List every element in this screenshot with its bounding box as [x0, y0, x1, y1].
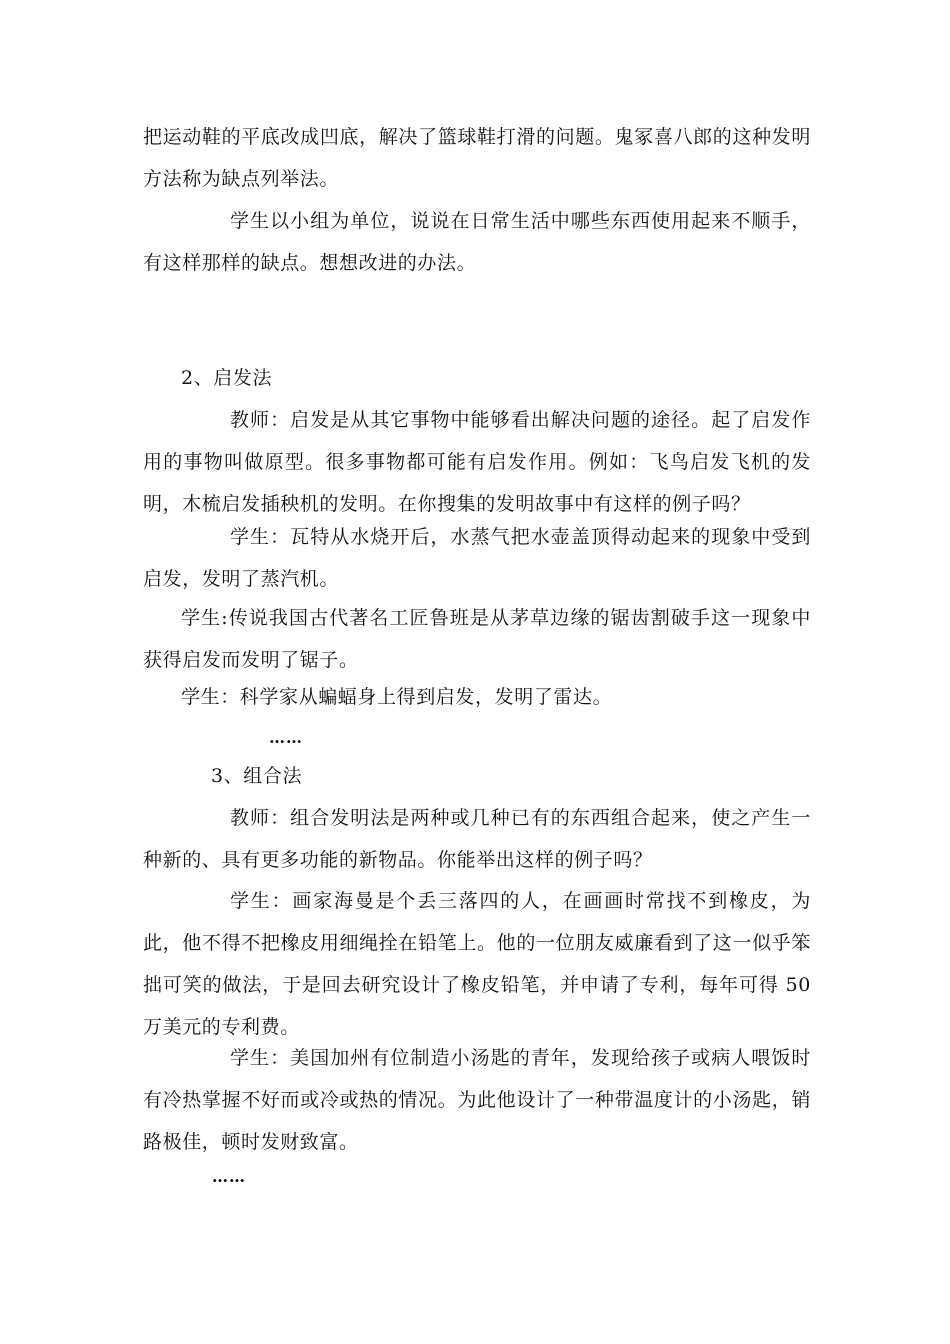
paragraph-teacher-inspiration: 教师：启发是从其它事物中能够看出解决问题的途径。起了启发作用的事物叫做原型。很多事物都可能有启发作用。例如：飞鸟启发飞机的发明，木梳启发插秧机的发明。在你搜集的发明故事中有这样的例子吗？ [143, 409, 811, 515]
ellipsis-marker: …… [269, 728, 303, 747]
paragraph-student-spoon: 学生：美国加州有位制造小汤匙的青年，发现给孩子或病人喂饭时有冷热掌握不好而或冷或热的情况。为此他设计了一种带温度计的小汤匙，销路极佳，顿时发财致富。 [143, 1047, 811, 1153]
heading-inspiration-method: 2、启发法 [181, 367, 273, 389]
ellipsis-marker-end: …… [212, 1167, 246, 1186]
paragraph-student-watt: 学生：瓦特从水烧开后，水蒸气把水壶盖顶得动起来的现象中受到启发，发明了蒸汽机。 [143, 526, 811, 590]
paragraph-student-luban: 学生:传说我国古代著名工匠鲁班是从茅草边缘的锯齿割破手这一现象中获得启发而发明了锯子。 [143, 607, 811, 671]
paragraph-teacher-combination: 教师：组合发明法是两种或几种已有的东西组合起来，使之产生一种新的、具有更多功能的新物品。你能举出这样的例子吗？ [143, 807, 811, 871]
paragraph-student-pencil-eraser: 学生：画家海曼是个丢三落四的人，在画画时常找不到橡皮，为此，他不得不把橡皮用细绳拴在铅笔上。他的一位朋友威廉看到了这一似乎笨拙可笑的做法，于是回去研究设计了橡皮铅笔，并申请了专利，每年可得 50万美元的专利费。 [143, 890, 811, 1038]
paragraph-shortcoming-method: 把运动鞋的平底改成凹底，解决了篮球鞋打滑的问题。鬼冢喜八郎的这种发明方法称为缺点列举法。 [143, 126, 811, 190]
heading-combination-method: 3、组合法 [211, 765, 303, 787]
paragraph-student-group-task: 学生以小组为单位，说说在日常生活中哪些东西使用起来不顺手，有这样那样的缺点。想想改进的办法。 [143, 210, 811, 274]
paragraph-student-radar: 学生：科学家从蝙蝠身上得到启发，发明了雷达。 [181, 686, 613, 708]
